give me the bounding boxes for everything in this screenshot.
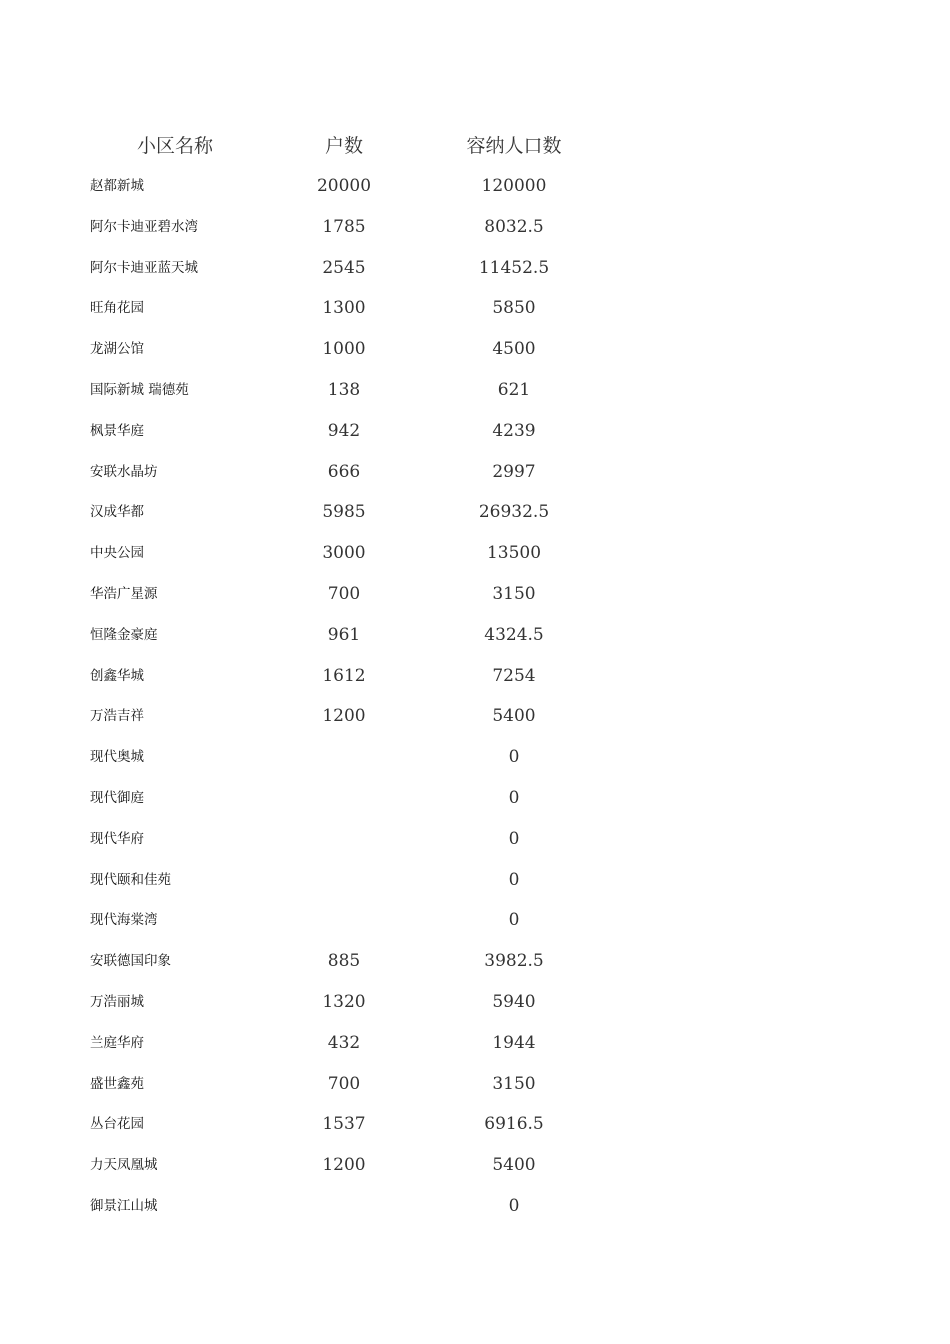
cell-capacity: 0 bbox=[508, 787, 520, 808]
cell-name: 力天凤凰城 bbox=[90, 1157, 158, 1174]
table-row bbox=[0, 370, 950, 411]
cell-capacity: 5400 bbox=[492, 1155, 536, 1176]
cell-name: 赵都新城 bbox=[90, 178, 144, 194]
cell-capacity: 8032.5 bbox=[484, 216, 544, 237]
cell-capacity: 5400 bbox=[492, 706, 536, 727]
table-row bbox=[0, 207, 950, 248]
cell-name: 安联德国印象 bbox=[90, 953, 171, 970]
table-row bbox=[0, 411, 950, 452]
cell-households: 1200 bbox=[322, 1155, 366, 1176]
cell-capacity: 2997 bbox=[492, 461, 536, 482]
cell-name: 中央公园 bbox=[90, 545, 144, 562]
table-row bbox=[0, 288, 950, 329]
cell-capacity: 3982.5 bbox=[484, 951, 544, 972]
table-body bbox=[0, 166, 950, 1227]
cell-name: 万浩丽城 bbox=[90, 993, 144, 1010]
table-row bbox=[0, 982, 950, 1023]
cell-capacity: 26932.5 bbox=[478, 502, 550, 523]
cell-households: 666 bbox=[327, 461, 361, 482]
cell-households: 3000 bbox=[322, 543, 366, 564]
cell-name: 枫景华庭 bbox=[90, 422, 144, 439]
cell-capacity: 11452.5 bbox=[478, 257, 550, 278]
cell-capacity: 4500 bbox=[492, 339, 536, 360]
cell-capacity: 0 bbox=[508, 869, 520, 890]
table-row bbox=[0, 778, 950, 819]
cell-name: 现代华府 bbox=[90, 830, 144, 847]
cell-name: 现代海棠湾 bbox=[90, 912, 158, 929]
cell-name: 万浩吉祥 bbox=[90, 708, 144, 725]
cell-name: 丛台花园 bbox=[90, 1116, 144, 1133]
cell-households: 1612 bbox=[322, 665, 366, 686]
cell-capacity: 7254 bbox=[492, 665, 536, 686]
cell-name: 创鑫华城 bbox=[90, 667, 144, 684]
table-row bbox=[0, 329, 950, 370]
column-header-name: 小区名称 bbox=[136, 135, 213, 157]
table-row bbox=[0, 1104, 950, 1145]
cell-households: 700 bbox=[327, 583, 361, 604]
cell-households: 1000 bbox=[322, 339, 366, 360]
table-row bbox=[0, 737, 950, 778]
cell-capacity: 6916.5 bbox=[484, 1114, 544, 1135]
cell-capacity: 4324.5 bbox=[484, 624, 544, 645]
table-row bbox=[0, 656, 950, 697]
cell-capacity: 621 bbox=[497, 379, 531, 400]
table-row bbox=[0, 615, 950, 656]
table-row bbox=[0, 492, 950, 533]
cell-households: 1300 bbox=[322, 298, 366, 319]
column-header-capacity: 容纳人口数 bbox=[466, 135, 562, 157]
cell-name: 现代御庭 bbox=[90, 789, 144, 806]
table-row bbox=[0, 900, 950, 941]
table-row bbox=[0, 941, 950, 982]
table-row bbox=[0, 574, 950, 615]
cell-households: 942 bbox=[327, 420, 361, 441]
cell-name: 华浩广星源 bbox=[90, 585, 158, 602]
cell-name: 兰庭华府 bbox=[90, 1034, 144, 1051]
table-row bbox=[0, 1023, 950, 1064]
cell-capacity: 0 bbox=[508, 910, 520, 931]
cell-capacity: 3150 bbox=[492, 583, 536, 604]
cell-name: 现代颐和佳苑 bbox=[90, 871, 171, 888]
cell-name: 阿尔卡迪亚蓝天城 bbox=[90, 259, 198, 276]
cell-capacity: 0 bbox=[508, 1195, 520, 1216]
cell-households: 885 bbox=[327, 951, 361, 972]
cell-capacity: 13500 bbox=[486, 543, 542, 564]
cell-households: 2545 bbox=[322, 257, 366, 278]
cell-capacity: 5940 bbox=[492, 991, 536, 1012]
table-row bbox=[0, 860, 950, 901]
cell-capacity: 4239 bbox=[492, 420, 536, 441]
column-header-households: 户数 bbox=[324, 135, 363, 157]
cell-name: 恒隆金豪庭 bbox=[90, 626, 158, 643]
cell-name: 龙湖公馆 bbox=[90, 341, 144, 358]
table-row bbox=[0, 696, 950, 737]
cell-households: 5985 bbox=[322, 502, 366, 523]
cell-capacity: 1944 bbox=[492, 1032, 536, 1053]
cell-capacity: 0 bbox=[508, 828, 520, 849]
table-row bbox=[0, 452, 950, 493]
cell-households: 700 bbox=[327, 1073, 361, 1094]
cell-name: 旺角花园 bbox=[90, 300, 144, 317]
table-header-row bbox=[0, 130, 950, 162]
cell-name: 阿尔卡迪亚碧水湾 bbox=[90, 218, 198, 235]
table-row bbox=[0, 819, 950, 860]
cell-households: 1320 bbox=[322, 991, 366, 1012]
cell-capacity: 0 bbox=[508, 747, 520, 768]
cell-households: 138 bbox=[327, 379, 361, 400]
cell-name: 安联水晶坊 bbox=[90, 463, 158, 480]
table-row bbox=[0, 166, 950, 207]
table-row bbox=[0, 248, 950, 289]
cell-households: 1785 bbox=[322, 216, 366, 237]
cell-households: 961 bbox=[327, 624, 361, 645]
cell-capacity: 5850 bbox=[492, 298, 536, 319]
table-row bbox=[0, 533, 950, 574]
cell-capacity: 3150 bbox=[492, 1073, 536, 1094]
cell-households: 1200 bbox=[322, 706, 366, 727]
table-row bbox=[0, 1145, 950, 1186]
cell-households: 20000 bbox=[316, 176, 372, 196]
cell-households: 432 bbox=[327, 1032, 361, 1053]
cell-name: 国际新城 瑞德苑 bbox=[90, 381, 189, 398]
cell-name: 御景江山城 bbox=[90, 1197, 158, 1214]
cell-capacity: 120000 bbox=[481, 176, 547, 196]
cell-name: 汉成华都 bbox=[90, 504, 144, 521]
cell-name: 现代奥城 bbox=[90, 749, 144, 766]
cell-households: 1537 bbox=[322, 1114, 366, 1135]
table-row bbox=[0, 1186, 950, 1227]
table-row bbox=[0, 1064, 950, 1105]
cell-name: 盛世鑫苑 bbox=[90, 1075, 144, 1092]
